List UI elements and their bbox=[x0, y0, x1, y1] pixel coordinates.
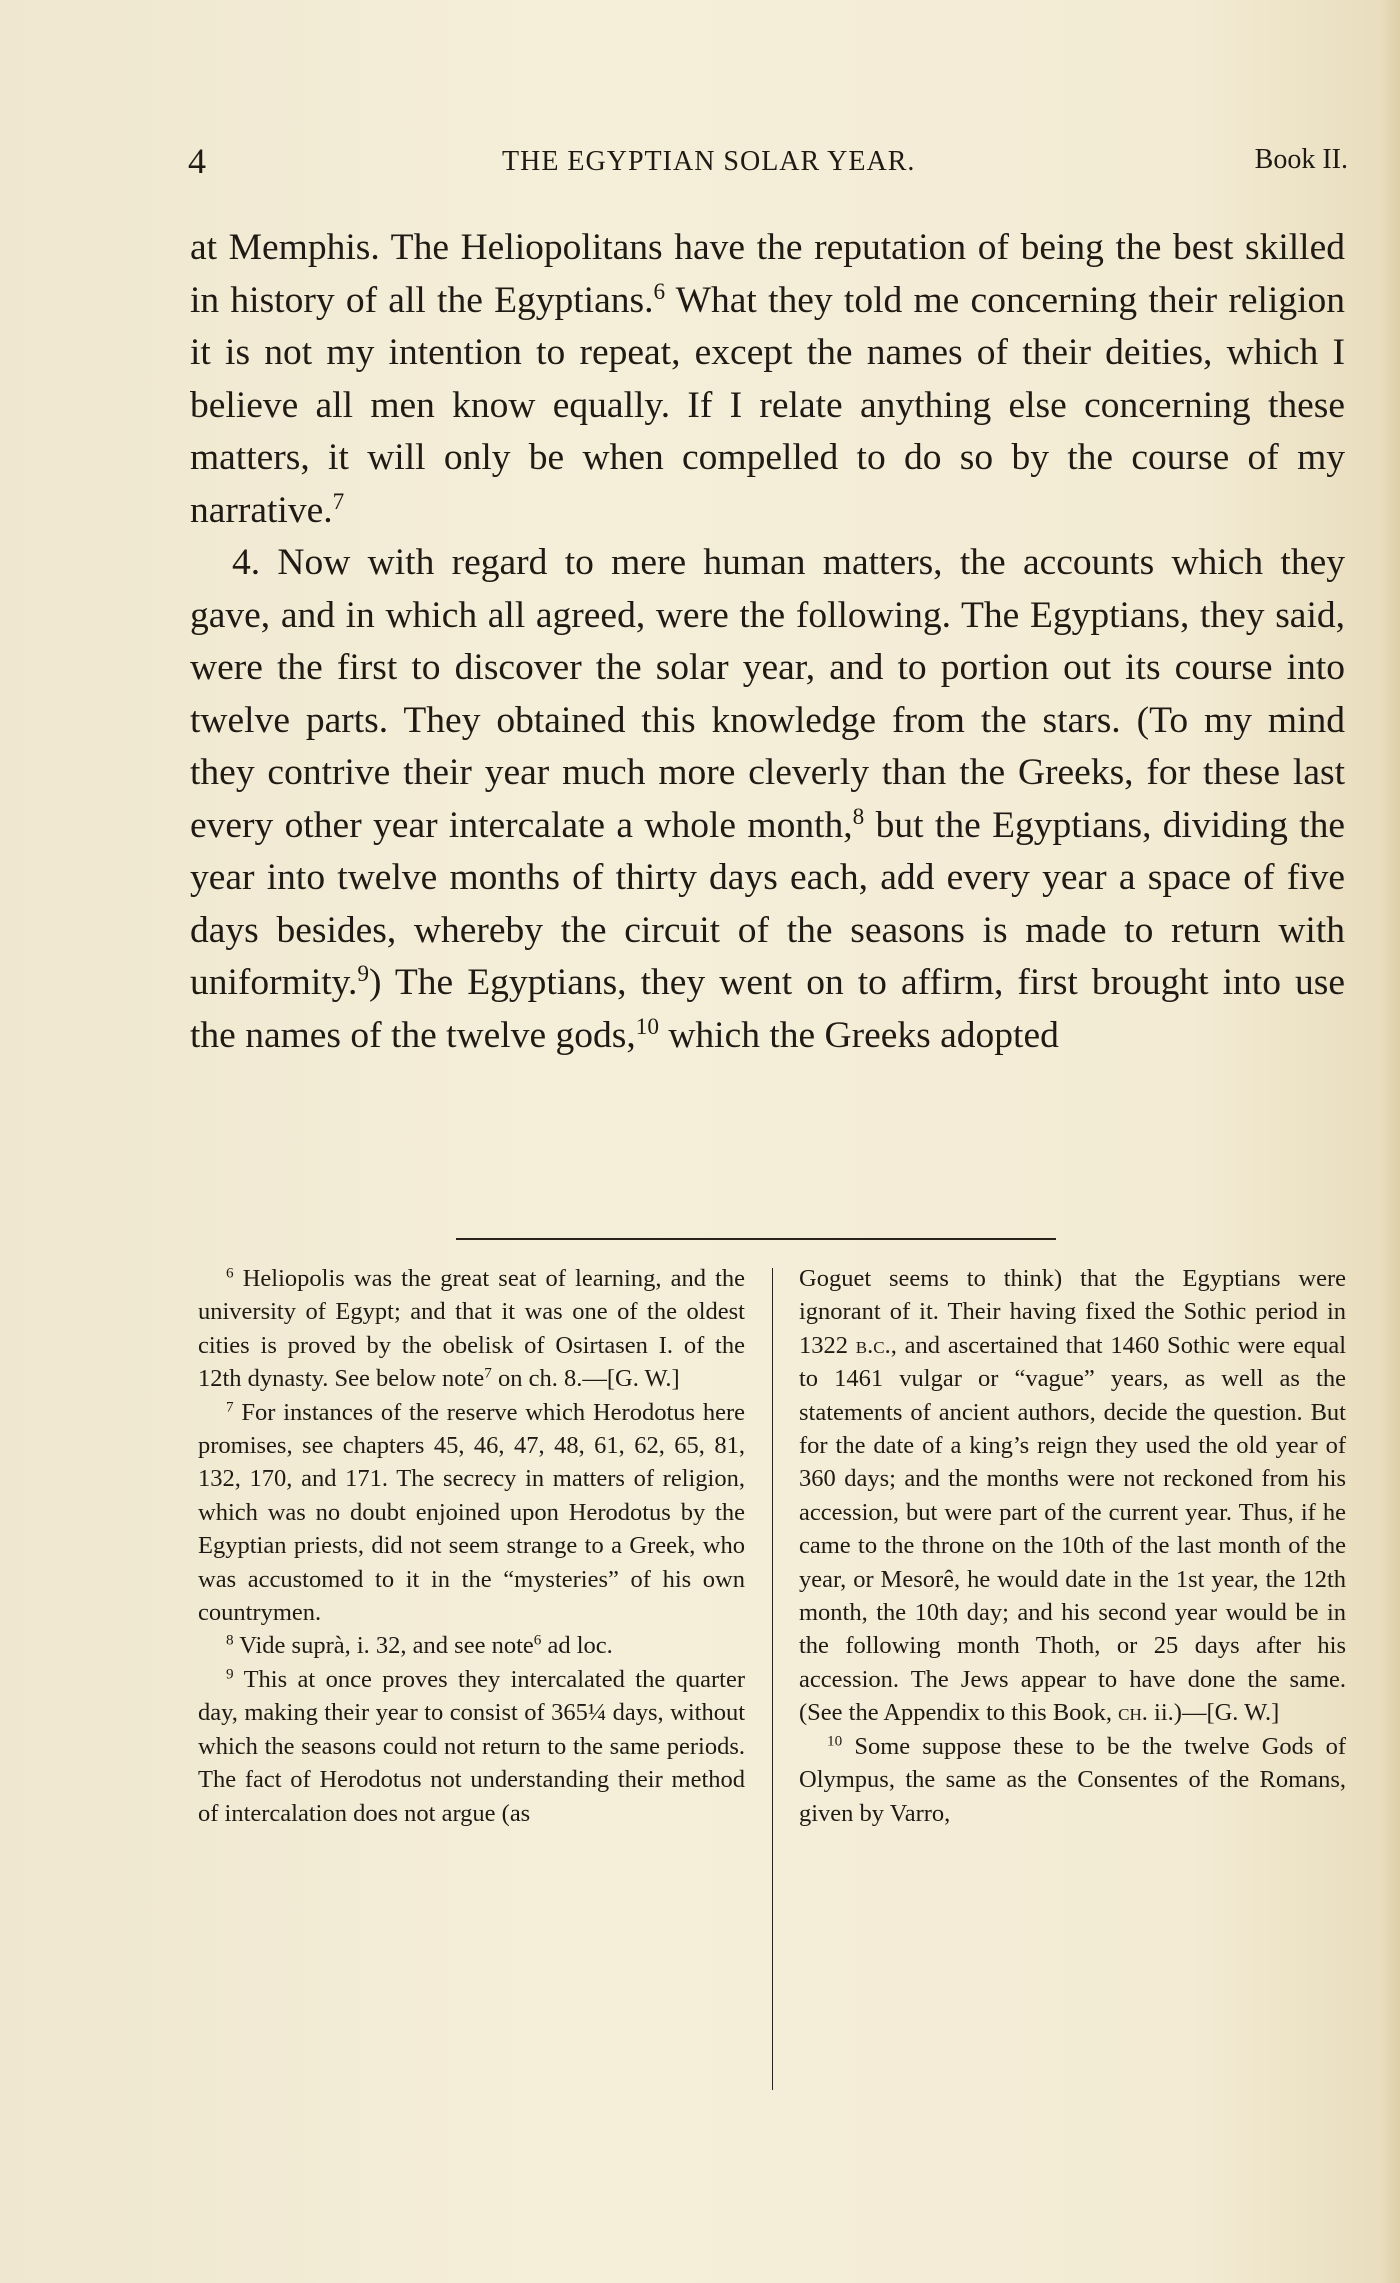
footnote-ref-9: 9 bbox=[357, 961, 369, 988]
footnote-ref-7: 7 bbox=[332, 488, 345, 515]
footnote-6: $^6$ Heliopolis was the great seat of learning, and the university of Egypt; and that it was one of the oldest cities is proved by the obelisk of Osirtasen I. of the 12th dynasty. See below note$^7$ on ch. 8.—[G. W.] bbox=[198, 1264, 745, 1393]
footnote-ref-6: 6 bbox=[653, 278, 666, 305]
page-edge-shadow bbox=[1380, 0, 1400, 2283]
footnote-9-start: $^9$ This at once proves they intercalated the quarter day, making their year to consist of 365¼ days, without which the seasons could not return to the same periods. The fact of Herodotus not understanding their method of intercalation does not argue (as bbox=[198, 1665, 745, 1827]
paragraph-section-4: 4. Now with regard to mere human matters, the accounts which they gave, and in which all agreed, were the following. The Egyptians, they said, were the first to discover the solar year, and to portion out its course into twelve parts. They obtained this knowledge from the stars. (To my mind they contrive their year much more cleverly than the Greeks, for these last every other year intercalate a whole month,$^8$ but the Egyptians, dividing the year into twelve months of thirty days each, add every year a space of five days besides, whereby the circuit of the seasons is made to return with uniformity.$^9$) The Egyptians, they went on to affirm, first brought into use the names of the twelve gods,$^{10}$ which the Greeks adopted bbox=[190, 542, 1345, 1056]
footnote-ref-8: 8 bbox=[852, 803, 865, 830]
footnote-column-right bbox=[799, 1262, 1346, 1830]
footnote-7: $^7$ For instances of the reserve which Herodotus here promises, see chapters 45, 46, 47, 48, 61, 62, 65, 81, 132, 170, and 171. The secrecy in matters of religion, which was no doubt enjoined upon Herodotus by the Egyptian priests, did not seem strange to a Greek, who was accustomed to it in the “mysteries” of his own countrymen. bbox=[198, 1398, 745, 1627]
main-text bbox=[190, 222, 1345, 1062]
column-divider bbox=[772, 1268, 773, 2090]
footnotes bbox=[198, 1262, 1348, 2102]
paragraph-continued: at Memphis. The Heliopolitans have the reputation of being the best skilled in history of all the Egyptians.$^6$ What they told me concerning their religion it is not my intention to repeat, except the names of their deities, which I believe all men know equally. If I relate anything else concerning these matters, it will only be when compelled to do so by the course of my narrative.$^7$ bbox=[190, 227, 1345, 531]
footnote-10: $^{10}$ Some suppose these to be the twelve Gods of Olympus, the same as the Consentes of the Romans, given by Varro, bbox=[799, 1732, 1346, 1827]
footnote-ref-10: 10 bbox=[635, 1013, 659, 1040]
footnote-8: $^8$ Vide suprà, i. 32, and see note$^6$ ad loc. bbox=[226, 1632, 613, 1660]
footnote-column-left bbox=[198, 1262, 745, 1830]
running-header bbox=[188, 140, 1358, 190]
footnote-separator-rule bbox=[456, 1238, 1056, 1240]
book-label: Book II. bbox=[1254, 144, 1348, 175]
footnote-9-continued: Goguet seems to think) that the Egyptians were ignorant of it. Their having fixed the Sothic period in 1322 b.c., and ascertained that 1460 Sothic were equal to 1461 vulgar or “vague” years, as well as the statements of ancient authors, decide the question. But for the date of a king’s reign they used the old year of 360 days; and the months were not reckoned from his accession, but were part of the current year. Thus, if he came to the throne on the 10th of the last month of the year, or Mesorê, he would date in the 1st year, the 12th month, the 10th day; and his second year would be in the following month Thoth, or 25 days after his accession. The Jews appear to have done the same. (See the Appendix to this Book, ch. ii.)—[G. W.] bbox=[799, 1265, 1346, 1727]
page-number: 4 bbox=[188, 141, 206, 181]
running-title: THE EGYPTIAN SOLAR YEAR. bbox=[502, 146, 916, 177]
